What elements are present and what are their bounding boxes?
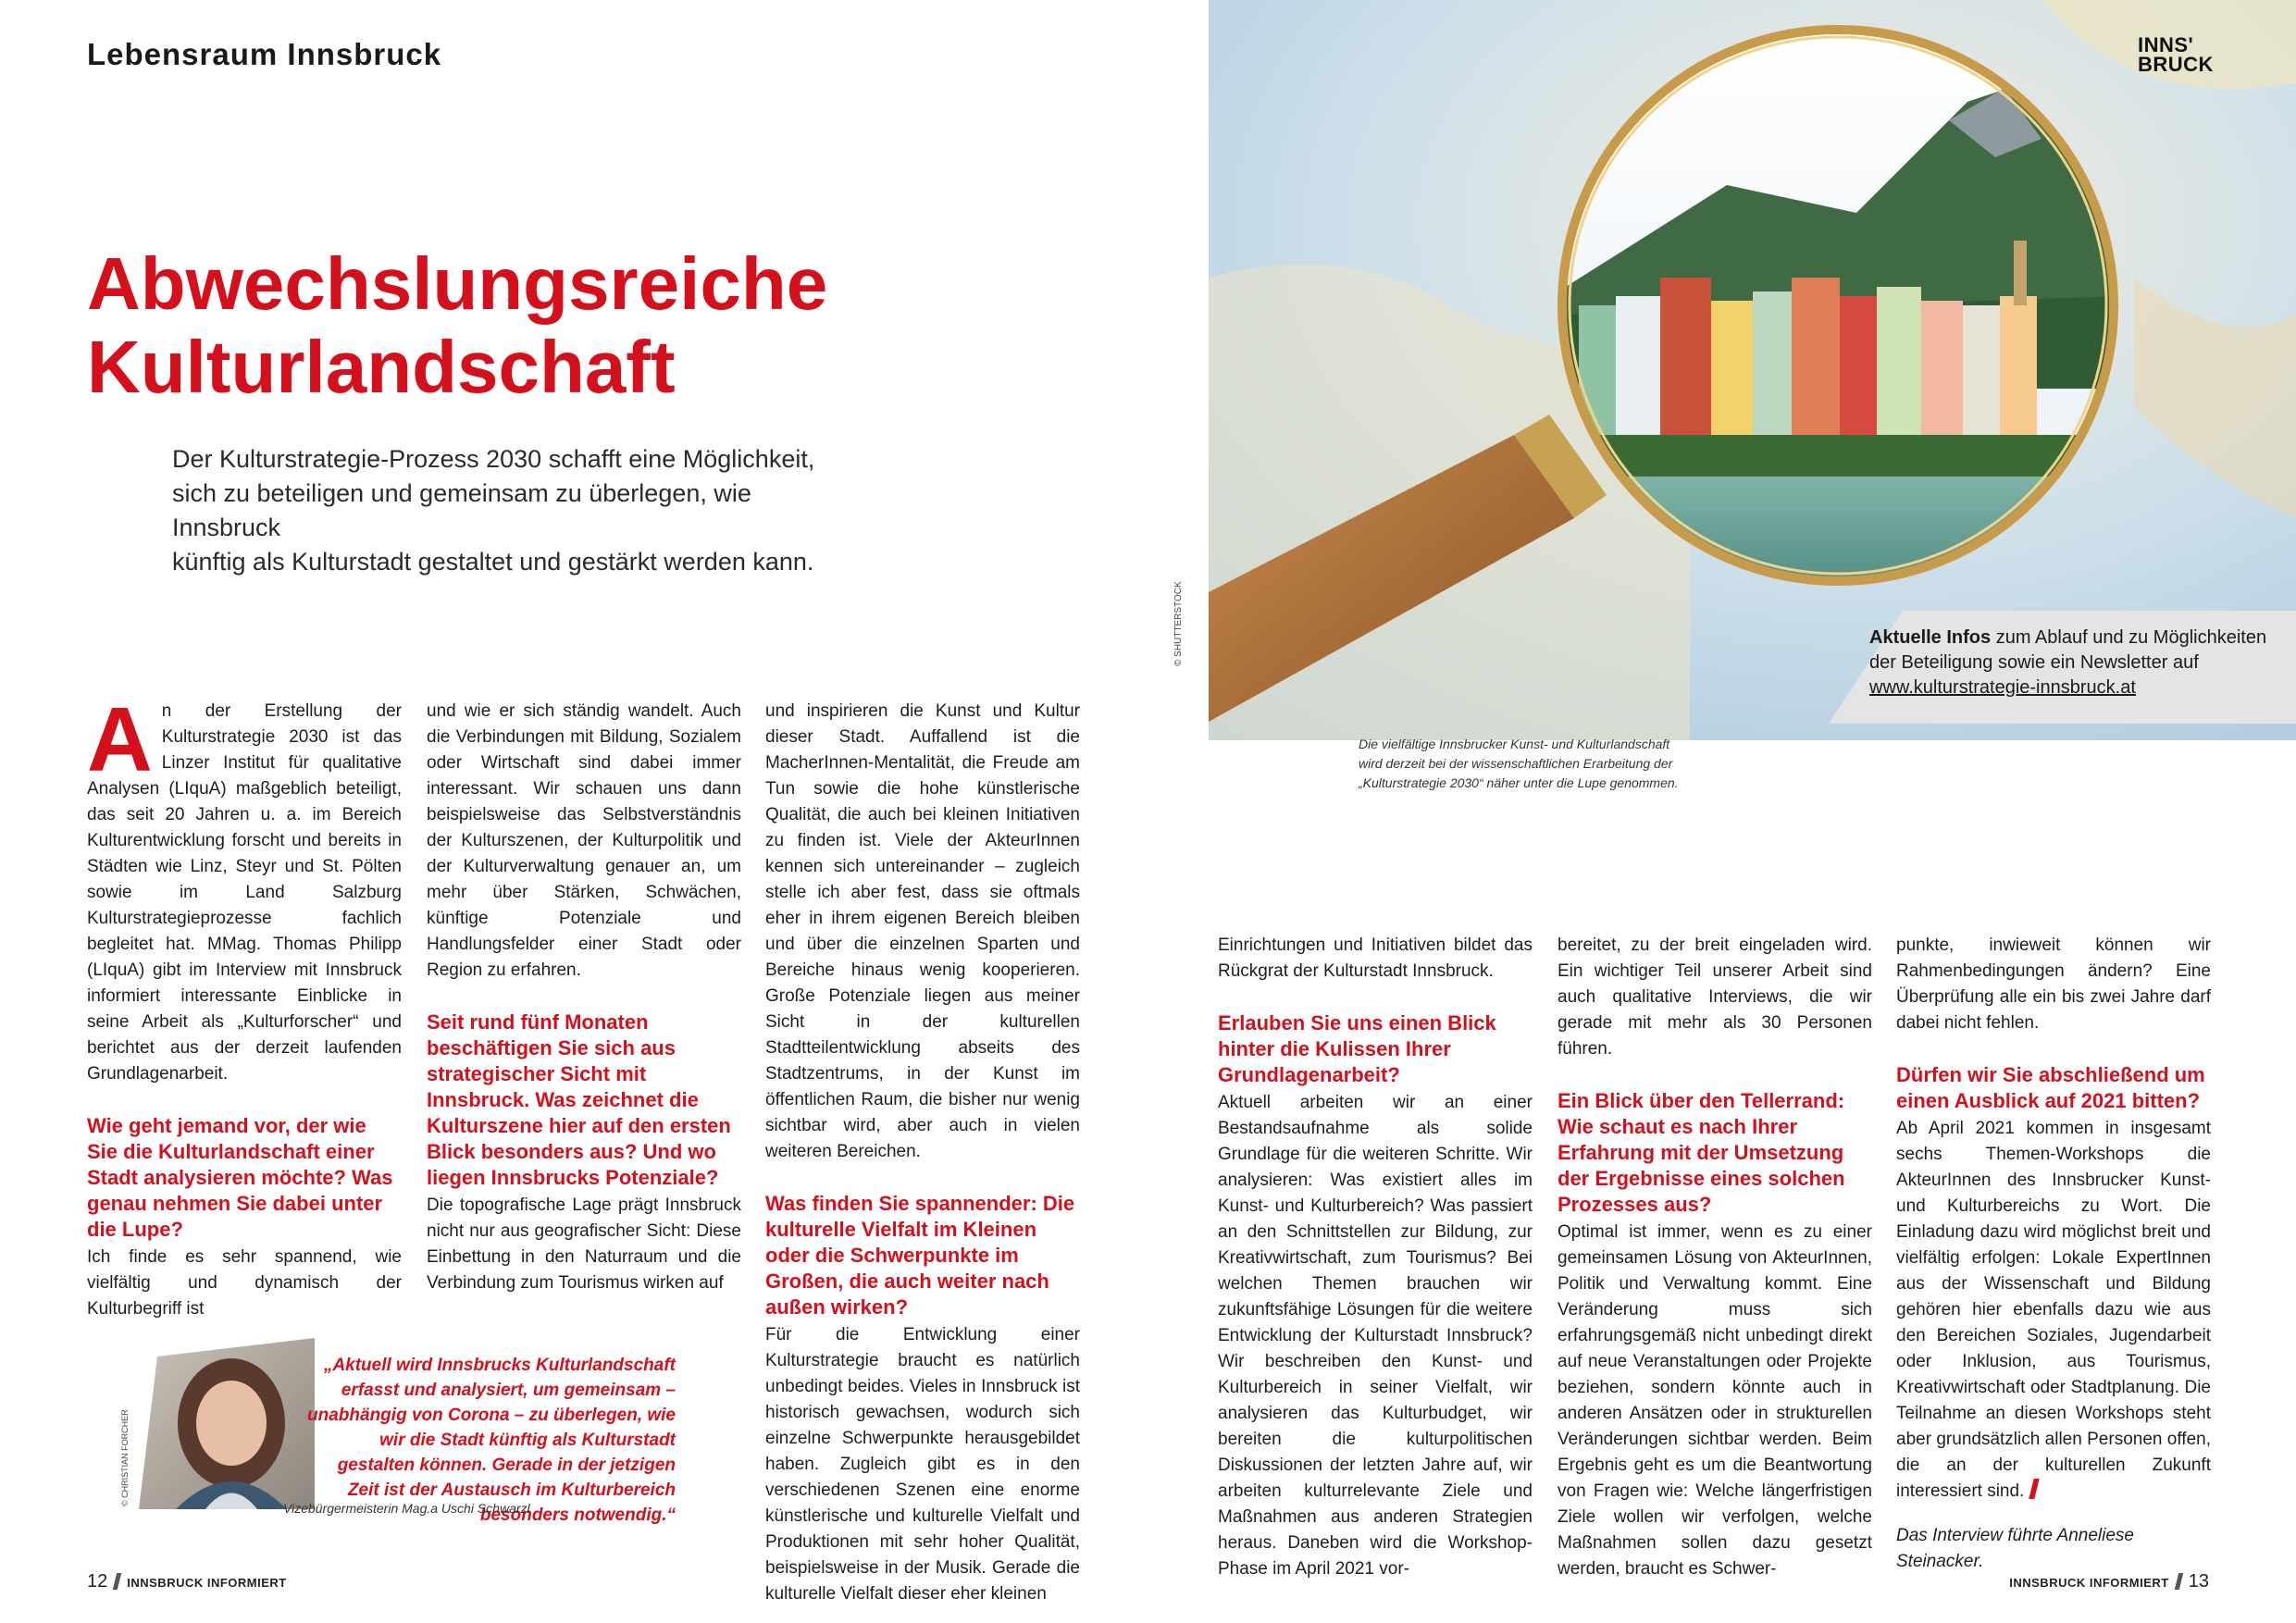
intro-line-1: Der Kulturstrategie-Prozess 2030 schafft eine Möglichkeit, <box>172 445 815 473</box>
answer-paragraph: punkte, inwieweit können wir Rahmenbedingungen ändern? Eine Überprüfung alle ein bis zwei Jahre darf dabei nicht fehlen. <box>1896 935 2211 1033</box>
info-box <box>1869 626 2286 700</box>
answer-paragraph: Ich finde es sehr spannend, wie vielfältig und dynamisch der Kulturbegriff ist <box>87 1247 402 1319</box>
title-line-2: Kulturlandschaft <box>87 326 676 408</box>
title-line-1: Abwechslungsreiche <box>87 242 828 325</box>
answer-paragraph: Für die Entwicklung einer Kulturstrategie braucht es natürlich unbedingt beides. Vieles in Innsbruck ist historisch gewachsen, wodurch sich einzelne Schwerpunkte herausgebildet haben. Zugleich gibt es in den verschiedenen Szenen eine enorme künstlerische und kulturelle Vielfalt und Produktionen mit sehr hoher Qualität, beispielsweise in der Musik. Gerade die kulturelle Vielfalt dieser eher kleinen <box>765 1325 1080 1604</box>
intro-text <box>172 442 838 579</box>
page-number-left: 12 <box>87 1571 108 1592</box>
caption-line-1: Die vielfältige Innsbrucker Kunst- und Kulturlandschaft <box>1359 737 1670 751</box>
question-heading: Was finden Sie spannender: Die kulturelle Vielfalt im Kleinen oder die Schwerpunkte im Großen, die auch weiter nach außen wirken? <box>765 1192 1075 1319</box>
question-heading: Seit rund fünf Monaten beschäftigen Sie sich aus strategischer Sicht mit Innsbruck. Was zeichnet die Kulturszene hier auf den ersten Blick besonders aus? Und wo liegen Innsbrucks Potenziale? <box>427 1010 731 1189</box>
slash-mark <box>2175 1573 2183 1590</box>
portrait-photo <box>139 1338 315 1509</box>
answer-paragraph: bereitet, zu der breit eingeladen wird. Ein wichtiger Teil unserer Arbeit sind auch qualitative Interviews, die wir gerade mit mehr als 30 Personen führen. <box>1558 935 1872 1059</box>
answer-paragraph: und wie er sich ständig wandelt. Auch die Verbindungen mit Bildung, Sozialem oder Wirtschaft sind dabei immer interessant. Wir schauen uns dann beispielsweise das Selbstverständnis der Kulturszenen, der Kulturpolitik und der Kulturverwaltung genauer an, um mehr über Stärken, Schwächen, künftige Potenziale und Handlungsfelder einer Stadt oder Region zu erfahren. <box>427 701 741 980</box>
logo-line-1: INNS' <box>2138 33 2194 56</box>
answer-paragraph: Einrichtungen und Initiativen bildet das Rückgrat der Kulturstadt Innsbruck. <box>1218 935 1533 981</box>
answer-paragraph: und inspirieren die Kunst und Kultur dieser Stadt. Auffallend ist die MacherInnen-Mentalität, die Freude am Tun sowie die hohe künstlerische Qualität, die auch bei kleinen Initiativen zu finden ist. Viele der AkteurInnen kennen sich untereinander – zugleich stelle ich aber fest, dass sie oftmals eher in ihrem eigenen Bereich bleiben und über die einzelnen Sparten und Bereiche hinaus wenig kooperieren. Große Potenziale liegen aus meiner Sicht in der kulturellen Stadtteilentwicklung abseits des Stadtzentrums, in der Kunst im öffentlichen Raum, die bisher nur wenig sichtbar wird, aber auch in vielen weiteren Bereichen. <box>765 701 1080 1161</box>
intro-line-3: künftig als Kulturstadt gestaltet und gestärkt werden kann. <box>172 548 814 576</box>
article-column-4 <box>1218 933 1533 1582</box>
article-paragraph: n der Erstellung der Kulturstrategie 2030 ist das Linzer Institut für qualitative Analysen (LIquA) maßgeblich beteiligt, das seit 20 Jahren u. a. im Bereich Kulturentwicklung forscht und bereits in Städten wie Linz, Steyr und St. Pölten sowie im Land Salzburg Kulturstrategieprozesse fachlich begleitet hat. MMag. Thomas Philipp (LIquA) gibt im Interview mit Innsbruck informiert interessante Einblicke in seine Arbeit als „Kulturforscher“ und berichtet aus der derzeit laufenden Grundlagenarbeit. <box>87 701 402 1084</box>
publication-name: INNSBRUCK INFORMIERT <box>2009 1576 2169 1590</box>
question-heading: Ein Blick über den Tellerrand: Wie schaut es nach Ihrer Erfahrung mit der Umsetzung der Ergebnisse eines solchen Prozesses aus? <box>1558 1089 1845 1216</box>
article-column-5 <box>1558 933 1872 1582</box>
interview-credit: Das Interview führte Anneliese Steinacker. <box>1896 1526 2134 1571</box>
question-heading: Wie geht jemand vor, der wie Sie die Kulturlandschaft einer Stadt analysieren möchte? Was genau nehmen Sie dabei unter die Lupe? <box>87 1114 393 1241</box>
end-mark <box>2029 1479 2040 1499</box>
page-title <box>87 242 920 409</box>
pull-quote: „Aktuell wird Innsbrucks Kulturlandschaft erfasst und analysiert, um gemeinsam – unabhängig von Corona – zu überlegen, wie wir die Stadt künftig als Kulturstadt gestalten können. Gerade in der jetzigen Zeit ist der Austausch im Kulturbereich besonders notwendig.“ <box>307 1356 676 1525</box>
answer-paragraph: Aktuell arbeiten wir an einer Bestandsaufnahme als solide Grundlage für die weiteren Schritte. Wir analysieren: Was existiert alles im Kunst- und Kulturbereich? Was passiert an den Schnittstellen zur Bildung, zur Kreativwirtschaft, zum Tourismus? Bei welchen Themen brauchen wir zukunftsfähige Lösungen für die weitere Entwicklung der Kulturstadt Innsbruck? Wir beschreiben den Kunst- und Kulturbereich in seiner Vielfalt, wir analysieren das Kulturbudget, wir bereiten die kulturpolitischen Diskussionen der letzten Jahre auf, wir arbeiten kulturrelevante Ziele und Maßnahmen aus anderen Strategien heraus. Daneben wird die Workshop-Phase im April 2021 vor- <box>1218 1093 1533 1579</box>
answer-paragraph: Optimal ist immer, wenn es zu einer gemeinsamen Lösung von AkteurInnen, Politik und Verwaltung kommt. Eine Veränderung muss sich erfahrungsgemäß nicht unbedingt direkt auf neue Veranstaltungen oder Projekte beziehen, sondern könnte auch in anderen Ansätzen oder in strukturellen Veränderungen sichtbar werden. Beim Ergebnis geht es um die Beantwortung von Fragen wie: Welche längerfristigen Ziele wollen wir verfolgen, welche Maßnahmen sollen dazu gesetzt werden, braucht es Schwer- <box>1558 1222 1872 1579</box>
publication-name: INNSBRUCK INFORMIERT <box>127 1576 287 1590</box>
caption-line-2: wird derzeit bei der wissenschaftlichen Erarbeitung der <box>1359 756 1673 771</box>
article-column-3 <box>765 699 1080 1607</box>
quote-author: Vizebürgermeisterin Mag.a Uschi Schwarzl <box>283 1501 530 1516</box>
article-column-2 <box>427 699 741 1296</box>
info-box-title: Aktuelle Infos <box>1869 627 1992 648</box>
image-caption <box>1359 735 1747 793</box>
dropcap: A <box>87 688 153 790</box>
question-heading: Dürfen wir Sie abschließend um einen Ausblick auf 2021 bitten? <box>1896 1063 2205 1112</box>
photo-credit: © SHUTTERSTOCK <box>1173 581 1184 666</box>
section-title: Lebensraum Innsbruck <box>87 37 442 71</box>
caption-line-3: „Kulturstrategie 2030“ näher unter die Lupe genommen. <box>1359 775 1679 790</box>
footer-right <box>2009 1571 2209 1592</box>
page-number-right: 13 <box>2188 1571 2209 1592</box>
logo-line-2: BRUCK <box>2138 53 2214 76</box>
answer-paragraph: Die topografische Lage prägt Innsbruck nicht nur aus geografischer Sicht: Diese Einbettung in den Naturraum und die Verbindung zum Tourismus wirken auf <box>427 1196 741 1293</box>
answer-paragraph: Ab April 2021 kommen in insgesamt sechs Themen-Workshops die AkteurInnen des Innsbrucker Kunst- und Kulturbereichs zu Wort. Die Einladung dazu wird möglichst breit und vielfältig erfolgen: Lokale ExpertInnen aus der Wissenschaft und Bildung gehören hier ebenfalls dazu wie aus den Bereichen Soziales, Jugendarbeit oder Inklusion, aus Tourismus, Kreativwirtschaft oder Stadtplanung. Die Teilnahme an diesen Workshops steht aber grundsätzlich allen Personen offen, die an der kulturellen Zukunft interessiert sind. <box>1896 1119 2211 1501</box>
slash-mark <box>113 1573 121 1590</box>
portrait-credit: © CHRISTIAN FORCHER <box>120 1409 130 1506</box>
info-box-text: zum Ablauf und zu Möglichkeiten der Beteiligung sowie ein Newsletter auf <box>1869 627 2267 673</box>
question-heading: Erlauben Sie uns einen Blick hinter die Kulissen Ihrer Grundlagenarbeit? <box>1218 1011 1496 1086</box>
article-column-6 <box>1896 933 2211 1575</box>
footer-left <box>87 1571 287 1592</box>
info-link[interactable]: www.kulturstrategie-innsbruck.at <box>1869 677 2136 698</box>
article-column-1 <box>87 688 402 1322</box>
city-logo <box>2138 35 2214 74</box>
intro-line-2: sich zu beteiligen und gemeinsam zu überlegen, wie Innsbruck <box>172 479 751 541</box>
